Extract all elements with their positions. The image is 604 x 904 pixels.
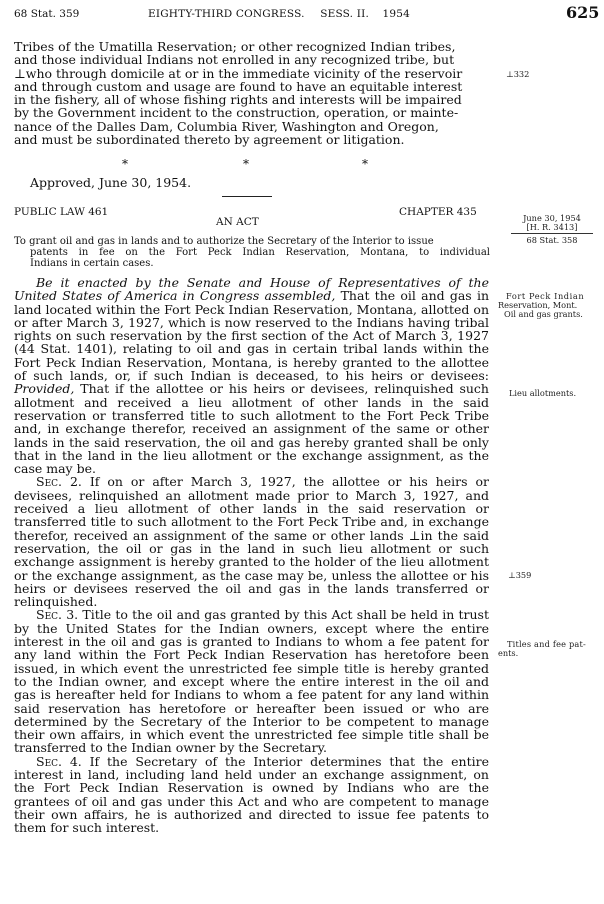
margin-note-oil-gas: Oil and gas grants. (504, 309, 583, 319)
act-heading: AN ACT (216, 216, 259, 228)
section-2 (14, 475, 489, 608)
margin-note-titles: Titles and fee pat- (507, 639, 586, 649)
text-line: nance of the Dalles Dam, Columbia River, Washington and Oregon, (14, 118, 439, 134)
text-line: Tribes of the Umatilla Reservation; or other recognized Indian tribes, (14, 39, 456, 54)
header-year: 1954 (382, 8, 411, 20)
margin-rule (511, 233, 593, 234)
text-line: and must be subordinated thereto by agreement or litigation. (14, 132, 405, 148)
section-text: If the Secretary of the Interior determines that the entire interest in land, including land held under an exchange assignment, on the Fort Peck Indian Reservation is owned by Indians who are the grantees of oil and gas under this Act and who are competent to manage their own affairs, he is authorized and directed to issue fee patents to them for such interest. (14, 753, 489, 836)
text-line: by the Government incident to the construction, operation, or mainte- (14, 105, 459, 121)
margin-note-fort-peck: Reservation, Mont. (498, 300, 578, 310)
divider-rule (222, 196, 272, 197)
margin-mark-359: ⊥359 (508, 570, 532, 580)
margin-note-lieu: Lieu allotments. (509, 388, 577, 398)
page-number: 625 (566, 3, 600, 22)
public-law-number: PUBLIC LAW 461 (14, 206, 109, 218)
chapter-number: CHAPTER 435 (399, 206, 477, 218)
session-label: SESS. II. (320, 8, 369, 20)
approval-date: Approved, June 30, 1954. (30, 175, 192, 190)
star: * (362, 157, 368, 171)
statute-reference: 68 Stat. 359 (14, 8, 80, 20)
section-text: Title to the oil and gas granted by this Act shall be held in trust by the United States for the Indian owners, except where the entire interest in the oil and gas is granted to Indians to whom a fee patent for any land within the Fort Peck Indian Reservation has heretofore been issued, in which event the unrestricted fee simple title is hereby granted to the Indian owner, and except where the entire interest in the oil and gas is hereafter held for Indians to whom a fee patent for any land within said reservation has heretofore or hereafter been issued or who are determined by the Secretary of the Interior to be competent to manage their own affairs, in which event the unrestricted fee simple title shall be transferred to the Indian owner by the Secretary. (14, 607, 489, 756)
section-4 (14, 755, 489, 835)
text-line: and those individual Indians not enrolled in any recognized tribe, but (14, 52, 455, 68)
text-line: and through custom and usage are found to have an equitable interest (14, 78, 463, 94)
act-body (14, 276, 489, 834)
text-line: ⊥who through domicile at or in the immediate vicinity of the reservoir (14, 65, 463, 81)
margin-date: June 30, 1954 (523, 213, 581, 223)
section-label: Sec. 2. (36, 474, 82, 490)
running-header (148, 8, 410, 20)
margin-stat-reference: 68 Stat. 358 (526, 235, 578, 245)
congress-title: EIGHTY-THIRD CONGRESS. (148, 8, 305, 20)
purpose-line: patents in fee on the Fort Peck Indian Reservation, Montana, to individual (30, 247, 490, 259)
margin-note-fort-peck: Fort Peck Indian (506, 291, 585, 301)
star: * (243, 157, 249, 171)
section-1 (14, 276, 489, 475)
section-3 (14, 608, 489, 754)
star: * (122, 157, 128, 171)
proviso-word: Provided, (14, 381, 75, 397)
section-label: Sec. 3. (36, 607, 79, 623)
margin-bill-number: [H. R. 3413] (526, 222, 578, 232)
section-label: Sec. 4. (36, 753, 82, 769)
margin-mark-332: ⊥332 (506, 69, 530, 79)
section-text: That the oil and gas in land located within the Fort Peck Indian Reservation, Montana, allotted on or after March 3, 1927, which is now reserved to the Indians having tribal rights on such reservation by the first section of the Act of March 3, 1927 (44 Stat. 1401), relating to oil and gas in certain tribal lands within the Fort Peck Indian Reservation, Montana, is hereby granted to the allottee of such lands, or, if such Indian is deceased, to his heirs or devisees: (14, 288, 489, 384)
enacting-clause: Be it enacted by the Senate and House of Representatives of the United States of America in Congress assembled, (14, 275, 489, 304)
act-purpose (14, 236, 490, 270)
margin-note-titles: ents. (498, 648, 519, 658)
purpose-line: Indians in certain cases. (30, 258, 154, 270)
purpose-line: To grant oil and gas in lands and to authorize the Secretary of the Interior to issue (14, 236, 434, 247)
text-line: in the fishery, all of whose fishing rights and interests will be impaired (14, 92, 462, 108)
section-text: If on or after March 3, 1927, the allottee or his heirs or devisees, relinquished an allotment made prior to March 3, 1927, and received a lieu allotment of other lands in the said reservation or transferred title to such allotment to the Fort Peck Tribe and, in exchange therefor, received an assignment of the same or other lands ⊥in the said reservation, the oil or gas in the land in such lieu allotment or such exchange assignment is hereby granted to the holder of the lieu allotment or the exchange assignment, as the case may be, unless the allottee or his heirs or devisees reserved the oil and gas in the lands transferred or relinquished. (14, 474, 489, 610)
section-text: That if the allottee or his heirs or devisees, relinquished such allotment and received a lieu allotment of other lands in the said reservation or transferred title to such allotment to the Fort Peck Tribe and, in exchange therefor, received an assignment of the same or other lands in the said reservation, the oil and gas hereby granted shall be only that in the land in the lieu allotment or the exchange assignment, as the case may be. (14, 381, 489, 477)
continued-paragraph (14, 40, 489, 146)
